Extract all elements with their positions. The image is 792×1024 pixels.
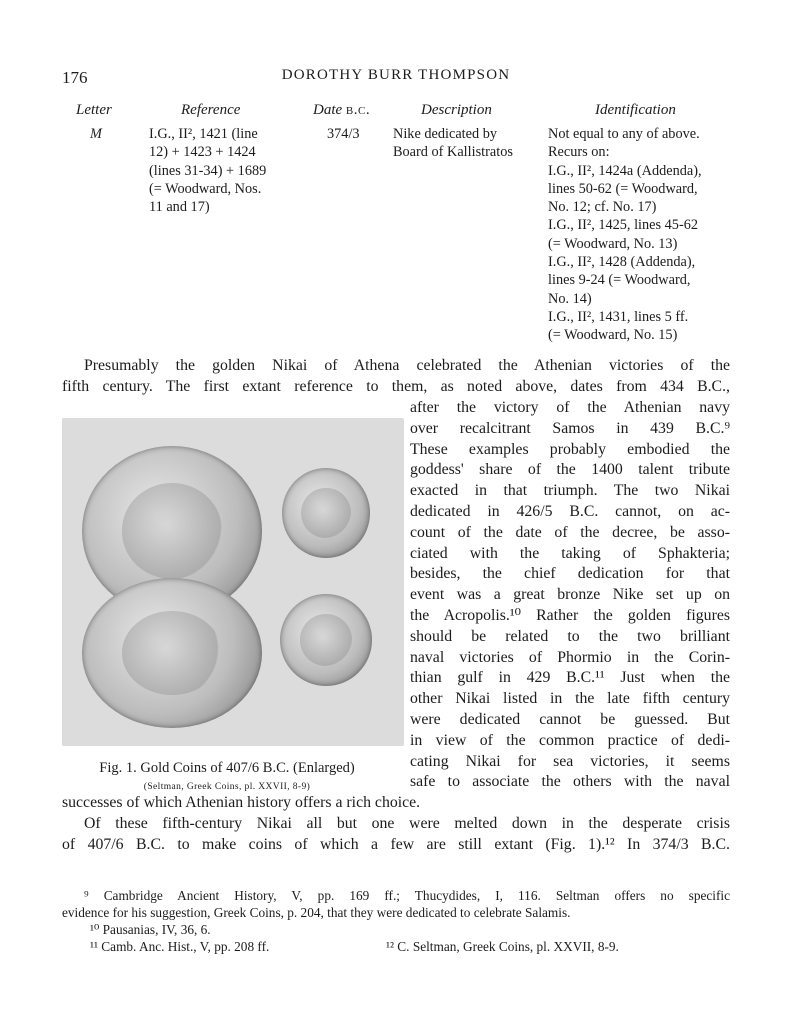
footnote-9: ⁹ Cambridge Ancient History, V, pp. 169 ff.; Thucydides, I, 116. Seltman offers no specific [84,888,730,903]
reference-line: 11 and 17) [149,199,210,216]
body-line: besides, the chief dedication for that [410,565,730,583]
coin-small-reverse [280,594,372,686]
reference-line: 12) + 1423 + 1424 [149,144,256,161]
body-line: event was a great bronze Nike set up on [410,586,730,604]
body-line: count of the date of the decree, be asso- [410,523,730,541]
identification-line: (= Woodward, No. 13) [548,235,678,252]
identification-line: I.G., II², 1431, lines 5 ff. [548,308,689,325]
identification-line: I.G., II², 1424a (Addenda), [548,162,702,179]
body-line: over recalcitrant Samos in 439 B.C.⁹ [410,419,730,437]
body-line: fifth century. The first extant reference to them, as noted above, dates from 434 B.C., [62,377,730,395]
table-cell-letter: M [90,126,102,142]
body-line: successes of which Athenian history offers a rich choice. [62,794,421,811]
figure-source: (Seltman, Greek Coins, pl. XXVII, 8-9) [143,782,311,792]
identification-line: lines 50-62 (= Woodward, [548,180,698,197]
reference-line: (= Woodward, Nos. [149,180,262,197]
body-line: ciated with the taking of Sphakteria; [410,544,730,562]
body-line: after the victory of the Athenian navy [410,399,730,416]
body-line: the Acropolis.¹⁰ Rather the golden figures [410,606,730,624]
running-title: DOROTHY BURR THOMPSON [281,67,511,83]
identification-line: No. 14) [548,290,592,307]
identification-line: lines 9-24 (= Woodward, [548,272,691,289]
body-line: exacted in that triumph. The two Nikai [410,482,730,500]
body-line: safe to associate the others with the naval [410,773,730,791]
page-number: 176 [62,68,88,87]
table-header-description: Description [421,102,492,118]
body-line: goddess' share of the 1400 talent tribute [410,461,730,479]
identification-line: Recurs on: [548,144,610,161]
body-line: were dedicated cannot be guessed. But [410,710,730,728]
description-line: Nike dedicated by [393,126,498,142]
reference-line: I.G., II², 1421 (line [149,126,258,142]
table-header-date: Date b.c. [313,102,371,118]
description-line: Board of Kallistratos [393,144,513,161]
body-line: Of these fifth-century Nikai all but one were melted down in the desperate crisis [84,814,730,832]
footnote-12: ¹² C. Seltman, Greek Coins, pl. XXVII, 8-9. [386,939,619,954]
identification-line: (= Woodward, No. 15) [548,327,678,344]
figure-coins [62,418,404,746]
reference-line: (lines 31-34) + 1689 [149,162,267,179]
body-line: Presumably the golden Nikai of Athena celebrated the Athenian victories of the [84,357,730,374]
body-line: These examples probably embodied the [410,440,730,458]
table-header-reference: Reference [181,102,241,118]
table-cell-description [393,125,513,162]
body-wrap-text [410,398,730,793]
footnote-9-cont: evidence for his suggestion, Greek Coins, p. 204, that they were dedicated to celebrate Salamis. [62,905,571,920]
identification-line: Not equal to any of above. [548,126,700,142]
body-line: cating Nikai for sea victories, it seems [410,752,730,770]
table-cell-reference [149,125,266,216]
body-line: thian gulf in 429 B.C.¹¹ Just when the [410,669,730,687]
coin-large-reverse [82,578,262,728]
body-line: other Nikai listed in the late fifth century [410,690,730,708]
body-paragraph-1 [62,356,730,398]
footnote-10: ¹⁰ Pausanias, IV, 36, 6. [90,922,211,937]
table-header-identification: Identification [595,102,676,118]
identification-line: No. 12; cf. No. 17) [548,199,657,216]
identification-line: I.G., II², 1425, lines 45-62 [548,217,699,234]
body-line: should be related to the two brilliant [410,627,730,645]
coin-small-obverse [282,468,370,558]
body-line: in view of the common practice of dedi- [410,731,730,749]
body-line: dedicated in 426/5 B.C. cannot, on ac- [410,502,730,520]
body-line: of 407/6 B.C. to make coins of which a few are still extant (Fig. 1).¹² In 374/3 B.C. [62,835,730,853]
table-cell-date: 374/3 [327,126,360,142]
table-header-letter: Letter [76,102,112,118]
body-line: naval victories of Phormio in the Corin- [410,648,730,666]
body-paragraph-2 [62,793,730,855]
figure-caption: Fig. 1. Gold Coins of 407/6 B.C. (Enlarged) [99,760,355,776]
table-cell-identification [548,125,702,345]
identification-line: I.G., II², 1428 (Addenda), [548,254,696,271]
footnote-11: ¹¹ Camb. Anc. Hist., V, pp. 208 ff. [90,939,270,954]
